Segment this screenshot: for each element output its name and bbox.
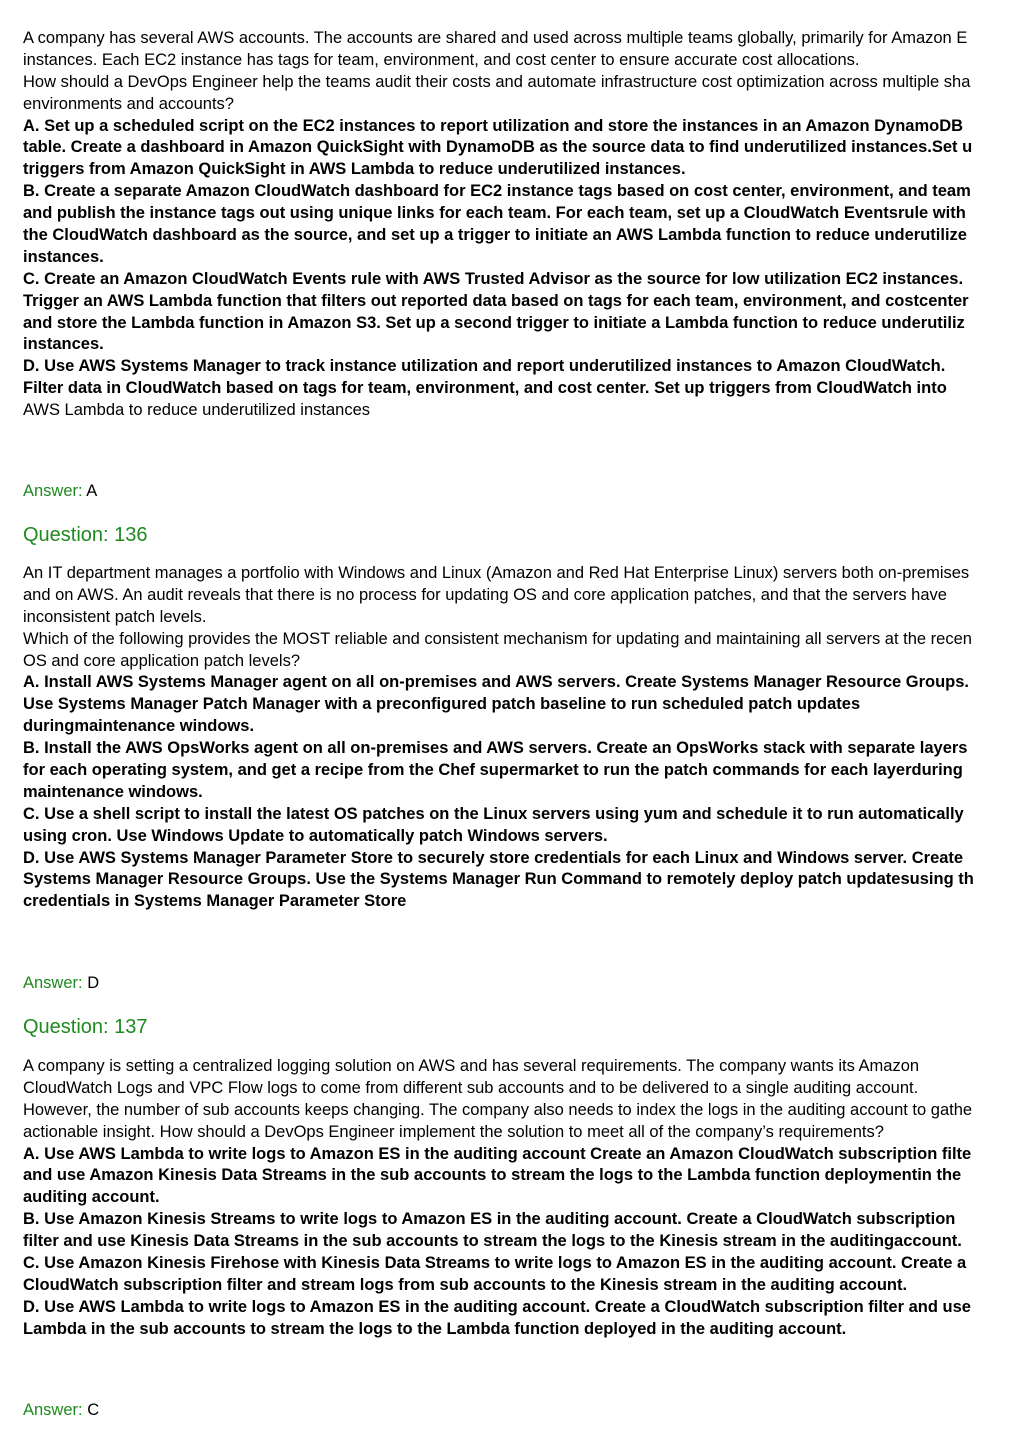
stem-line: Which of the following provides the MOST reliable and consistent mechanism for updating and maintaining all servers at the recen [23, 629, 972, 648]
question-136-block [23, 563, 1024, 913]
option-b-line: maintenance windows. [23, 782, 203, 801]
stem-line: environments and accounts? [23, 94, 234, 113]
answer-label: Answer: [23, 482, 83, 500]
option-c-line: C. Use Amazon Kinesis Firehose with Kinesis Data Streams to write logs to Amazon ES in the auditing account. Create a [23, 1254, 967, 1273]
question-136-heading: Question: 136 [23, 524, 148, 546]
answer-label: Answer: [23, 1401, 83, 1419]
option-d-line: AWS Lambda to reduce underutilized instances [23, 401, 370, 420]
stem-line: CloudWatch Logs and VPC Flow logs to come from different sub accounts and to be delivered to a single auditing account. [23, 1078, 919, 1097]
answer-value: C [87, 1401, 100, 1419]
question-136-options [23, 672, 1024, 913]
option-d-line: Lambda in the sub accounts to stream the logs to the Lambda function deployed in the auditing account. [23, 1319, 847, 1338]
question-137-block [23, 1056, 1024, 1341]
option-b-line: for each operating system, and get a recipe from the Chef supermarket to run the patch commands for each layerduring [23, 761, 963, 780]
answer-label: Answer: [23, 974, 83, 992]
option-d-line: credentials in Systems Manager Parameter Store [23, 892, 407, 911]
option-d-line: D. Use AWS Lambda to write logs to Amazon ES in the auditing account. Create a CloudWatch subscription filter and use [23, 1297, 971, 1316]
option-b-line: the CloudWatch dashboard as the source, and set up a trigger to initiate an AWS Lambda function to reduce underutilize [23, 226, 967, 245]
option-d-line: Systems Manager Resource Groups. Use the Systems Manager Run Command to remotely deploy patch updatesusing th [23, 870, 974, 889]
answer-value: A [86, 482, 98, 500]
option-a-line: A. Set up a scheduled script on the EC2 instances to report utilization and store the instances in an Amazon DynamoDB [23, 116, 964, 135]
option-c-line: Trigger an AWS Lambda function that filters out reported data based on tags for each team, environment, and costcenter [23, 291, 969, 310]
option-d-line: Filter data in CloudWatch based on tags for team, environment, and cost center. Set up triggers from CloudWatch into [23, 379, 947, 398]
option-b-line: instances. [23, 247, 104, 266]
option-a-line: Use Systems Manager Patch Manager with a preconfigured patch baseline to run scheduled patch updates [23, 695, 861, 714]
answer-135 [23, 481, 97, 502]
stem-line: actionable insight. How should a DevOps Engineer implement the solution to meet all of the company’s requirements? [23, 1122, 884, 1141]
option-d-line: D. Use AWS Systems Manager Parameter Store to securely store credentials for each Linux and Windows server. Create [23, 848, 964, 867]
option-a-line: table. Create a dashboard in Amazon QuickSight with DynamoDB as the source data to find underutilized instances.Set u [23, 138, 973, 157]
option-b-line: filter and use Kinesis Data Streams in the sub accounts to stream the logs to the Kinesis stream in the auditingaccount. [23, 1232, 962, 1251]
stem-line: inconsistent patch levels. [23, 607, 207, 626]
option-c-line: using cron. Use Windows Update to automatically patch Windows servers. [23, 826, 608, 845]
option-d-line: D. Use AWS Systems Manager to track instance utilization and report underutilized instances to Amazon CloudWatch. [23, 357, 946, 376]
stem-line: A company is setting a centralized logging solution on AWS and has several requirements. The company wants its Amazon [23, 1057, 920, 1075]
option-b-line: B. Use Amazon Kinesis Streams to write logs to Amazon ES in the auditing account. Create a CloudWatch subscription [23, 1210, 956, 1229]
option-a-line: A. Use AWS Lambda to write logs to Amazon ES in the auditing account Create an Amazon CloudWatch subscription filte [23, 1144, 972, 1163]
question-135-block [23, 28, 1024, 422]
option-b-line: and publish the instance tags out using unique links for each team. For each team, set up a CloudWatch Eventsrule with [23, 204, 966, 223]
question-135-stem [23, 28, 1024, 116]
option-c-line: CloudWatch subscription filter and stream logs from sub accounts to the Kinesis stream in the auditing account. [23, 1275, 908, 1294]
stem-line: instances. Each EC2 instance has tags for team, environment, and cost center to ensure accurate cost allocations. [23, 50, 860, 69]
option-c-line: and store the Lambda function in Amazon S3. Set up a second trigger to initiate a Lambda function to reduce underutiliz [23, 313, 965, 332]
option-b-line: B. Create a separate Amazon CloudWatch dashboard for EC2 instance tags based on cost center, environment, and team [23, 182, 971, 201]
stem-line: An IT department manages a portfolio with Windows and Linux (Amazon and Red Hat Enterprise Linux) servers both on-premises [23, 564, 970, 582]
stem-line: However, the number of sub accounts keeps changing. The company also needs to index the logs in the auditing account to gathe [23, 1100, 973, 1119]
option-c-line: instances. [23, 335, 104, 354]
option-b-line: B. Install the AWS OpsWorks agent on all on-premises and AWS servers. Create an OpsWorks stack with separate layers [23, 739, 968, 758]
answer-136 [23, 973, 99, 994]
stem-line: How should a DevOps Engineer help the teams audit their costs and automate infrastructure cost optimization across multiple sha [23, 72, 971, 91]
stem-line: and on AWS. An audit reveals that there is no process for updating OS and core application patches, and that the servers have [23, 585, 947, 604]
question-137-stem [23, 1056, 1024, 1144]
option-a-line: and use Amazon Kinesis Data Streams in the sub accounts to stream the logs to the Lambda function deploymentin the [23, 1166, 962, 1185]
option-c-line: C. Use a shell script to install the latest OS patches on the Linux servers using yum and schedule it to run automatically [23, 804, 964, 823]
question-137-options [23, 1144, 1024, 1341]
question-136-stem [23, 563, 1024, 672]
option-c-line: C. Create an Amazon CloudWatch Events rule with AWS Trusted Advisor as the source for low utilization EC2 instances. [23, 269, 964, 288]
answer-137 [23, 1400, 99, 1421]
question-135-options [23, 116, 1024, 422]
option-a-line: auditing account. [23, 1188, 160, 1207]
stem-line: OS and core application patch levels? [23, 651, 301, 670]
answer-value: D [87, 974, 100, 992]
stem-line: A company has several AWS accounts. The accounts are shared and used across multiple teams globally, primarily for Amazon E [23, 29, 968, 47]
option-a-line: duringmaintenance windows. [23, 717, 255, 736]
option-a-line: A. Install AWS Systems Manager agent on all on-premises and AWS servers. Create Systems Manager Resource Groups. [23, 673, 970, 692]
question-137-heading: Question: 137 [23, 1016, 148, 1038]
option-a-line: triggers from Amazon QuickSight in AWS Lambda to reduce underutilized instances. [23, 160, 686, 179]
